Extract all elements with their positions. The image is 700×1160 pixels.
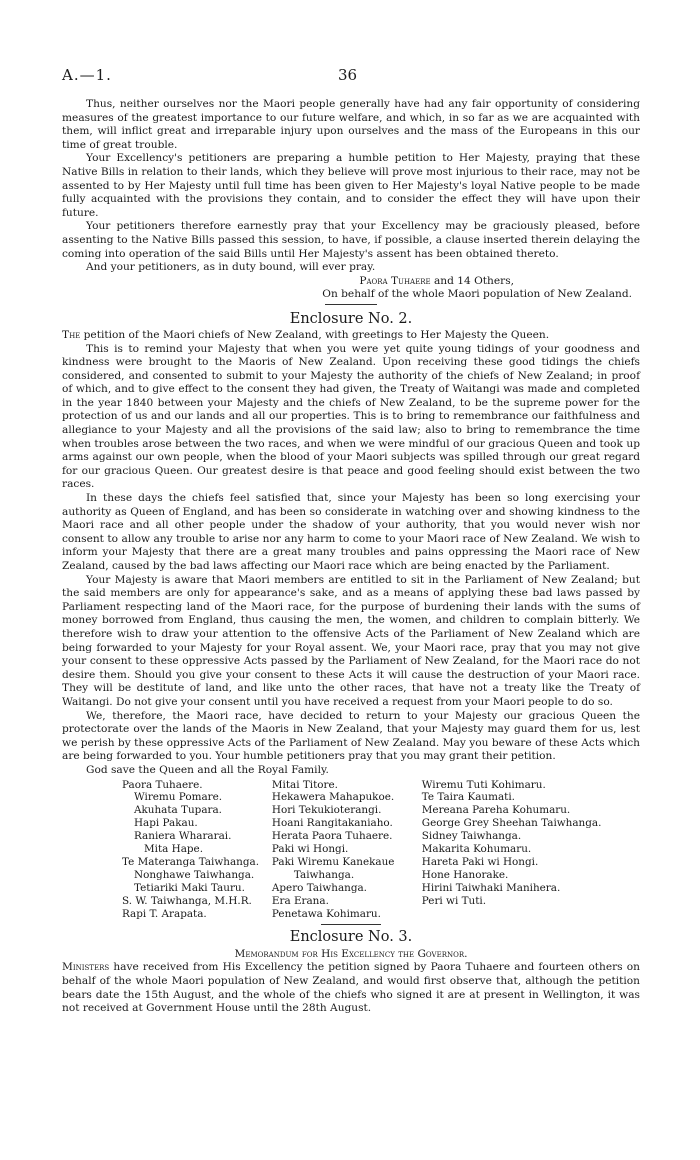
signatory: Paki Wiremu Kanekaue [271, 855, 395, 868]
signatory-suffix: and 14 Others, [430, 274, 514, 287]
enclosure-2-paragraph: In these days the chiefs feel satisfied that, since your Majesty has been so long exercising your authority as Queen of England, and has been so considerate in watching over and showing kindness to the Maori race and all other people under the shadow of your authority, that you would never wish nor consent to allow any trouble to arise nor any harm to come to your Maori race of New Zealand. We wish to inform your Majesty that there are a great many troubles and pains oppressing the Maori race of New Zealand, caused by the bad laws affecting our Maori race which are being enacted by the Parliament. [62, 492, 640, 572]
enclosure-2-heading: Enclosure No. 2. [289, 310, 413, 327]
signatory-name: Paora Tuhaere [359, 274, 431, 287]
signatory: S. W. Taiwhanga, M.H.R. [122, 894, 252, 907]
signatories-column-2 [272, 779, 422, 921]
signatory: Mita Hape. [144, 843, 203, 856]
signatory: Hori Tekukioterangi. [271, 804, 382, 817]
enclosure-3-heading: Enclosure No. 3. [289, 929, 413, 946]
enclosure-2-opening [62, 329, 640, 343]
signatory: Raniera Whararai. [134, 830, 232, 843]
opening-lead: Ministers [62, 961, 110, 974]
signatory: Akuhata Tupara. [134, 804, 222, 817]
signatory: Paki wi Hongi. [271, 843, 349, 856]
signatory: Makarita Kohumaru. [421, 843, 532, 856]
signatory: Penetawa Kohimaru. [271, 907, 381, 920]
signatory: Paora Tuhaere. [122, 778, 203, 791]
intro-paragraph: And your petitioners, as in duty bound, will ever pray. [86, 261, 376, 274]
signatory: Sidney Taiwhanga. [421, 830, 522, 843]
section-divider [321, 924, 381, 925]
series-label: A.—1. [62, 66, 112, 84]
enclosure-2-paragraph: This is to remind your Majesty that when you were yet quite young tidings of your goodness and kindness were brought to the Maoris of New Zealand. Upon receiving these good tidings the chiefs considered, and consented to submit to your Majesty the authority of the chiefs of New Zealand; in proof of which, and to give effect to the consent they had given, the Treaty of Waitangi was made and completed in the year 1840 between your Majesty and the chiefs of New Zealand, to be the supreme power for the protection of us and our lands and all our properties. This is to bring to remembrance our faithfulness and allegiance to your Majesty and all the provisions of the said law; also to bring to remembrance the time when troubles arose between the two races, and when we were mindful of our gracious Queen and took up arms against our own people, when the blood of your Maori subjects was spilled through our great regard for our gracious Queen. Our greatest desire is that peace and good feeling should exist between the two races. [62, 342, 640, 491]
section-divider [325, 304, 377, 305]
intro-signature [62, 275, 640, 289]
signatory: Hekawera Mahapukoe. [271, 791, 395, 804]
signatory: Peri wi Tuti. [421, 894, 486, 907]
signatory: Wiremu Pomare. [134, 791, 223, 804]
signatory: Mitai Titore. [271, 778, 338, 791]
main-text-column [62, 98, 640, 1016]
intro-signature-behalf: On behalf of the whole Maori population of New Zealand. [322, 288, 632, 301]
signatory: Mereana Pareha Kohumaru. [421, 804, 571, 817]
signatory: Wiremu Tuti Kohimaru. [421, 778, 546, 791]
signatories-column-3 [422, 779, 640, 921]
signatory: Hoani Rangitakaniaho. [271, 817, 393, 830]
signatory: Hone Hanorake. [421, 868, 509, 881]
signatory: Hareta Paki wi Hongi. [421, 855, 539, 868]
intro-paragraph: Thus, neither ourselves nor the Maori people generally have had any fair opportunity of considering measures of the greatest importance to our future welfare, and which, in so far as we are acquainted with them, will inflict great and irreparable injury upon ourselves and the mass of the Europeans in this our time of great trouble. [62, 98, 640, 151]
enclosure-3-paragraph [62, 961, 640, 1015]
memorandum-title: Memorandum for His Excellency the Governor. [234, 948, 468, 961]
signatory: Herata Paora Tuhaere. [271, 830, 393, 843]
signatory: Te Materanga Taiwhanga. [122, 855, 259, 868]
signatories-column-1 [122, 779, 272, 921]
intro-paragraph: Your petitioners therefore earnestly pray that your Excellency may be graciously pleased, before assenting to the Native Bills passed this session, to have, if possible, a clause inserted therein delaying the coming into operation of the said Bills until Her Majesty's assent has been obtained thereto. [62, 220, 640, 260]
intro-paragraph: Your Excellency's petitioners are preparing a humble petition to Her Majesty, praying that these Native Bills in relation to their lands, which they believe will prove most injurious to their race, may not be assented to by Her Majesty until full time has been given to Her Majesty's loyal Native people to be made fully acquainted with the provisions they contain, and to consider the effect they will have upon their future. [62, 152, 640, 219]
signatory: Rapi T. Arapata. [122, 907, 207, 920]
signatory: Nonghawe Taiwhanga. [134, 868, 255, 881]
signatory: Taiwhanga. [293, 868, 355, 881]
opening-rest: petition of the Maori chiefs of New Zealand, with greetings to Her Majesty the Queen. [80, 328, 550, 341]
signatory: George Grey Sheehan Taiwhanga. [421, 817, 602, 830]
signatory: Era Erana. [271, 894, 329, 907]
page-number: 36 [338, 66, 358, 84]
enclosure-2-closing: God save the Queen and all the Royal Family. [86, 763, 329, 776]
enclosure-2-paragraph: Your Majesty is aware that Maori members are entitled to sit in the Parliament of New Zealand; but the said members are only for appearance's sake, and as a means of applying these bad laws passed by Parliament respecting land of the Maori race, for the purpose of burdening their lands with the sums of money borrowed from England, thus causing the men, the women, and children to complain bitterly. We therefore wish to draw your attention to the offensive Acts of the Parliament of New Zealand which are being forwarded to your Majesty for your Royal assent. We, your Maori race, pray that you may not give your consent to these oppressive Acts passed by the Parliament of New Zealand, for the Maori race do not desire them. Should you give your consent to these Acts it will cause the destruction of your Maori race. They will be destitute of land, and like unto the other races, that have not a treaty like the Treaty of Waitangi. Do not give your consent until you have received a request from your Maori people to do so. [62, 573, 640, 708]
opening-rest: have received from His Excellency the petition signed by Paora Tuhaere and fourteen others on behalf of the whole Maori population of New Zealand, and would first observe that, although the petition bears date the 15th August, and the whole of the chiefs who signed it are at present in Wellington, it was not received at Government House until the 28th August. [62, 961, 640, 1015]
signatory: Apero Taiwhanga. [271, 881, 367, 894]
signatory: Tetiariki Maki Tauru. [134, 881, 245, 894]
signatories-list [122, 779, 640, 921]
opening-lead: The [62, 328, 81, 341]
enclosure-2-paragraph: We, therefore, the Maori race, have decided to return to your Majesty our gracious Queen the protectorate over the lands of the Maoris in New Zealand, that your Majesty may guard them for us, lest we perish by these oppressive Acts of the Parliament of New Zealand. May you beware of these Acts which are being forwarded to you. Your humble petitioners pray that you may grant their petition. [62, 709, 640, 763]
signatory: Te Taira Kaumati. [421, 791, 515, 804]
signatory: Hirini Taiwhaki Manihera. [421, 881, 561, 894]
signatory: Hapi Pakau. [134, 817, 198, 830]
